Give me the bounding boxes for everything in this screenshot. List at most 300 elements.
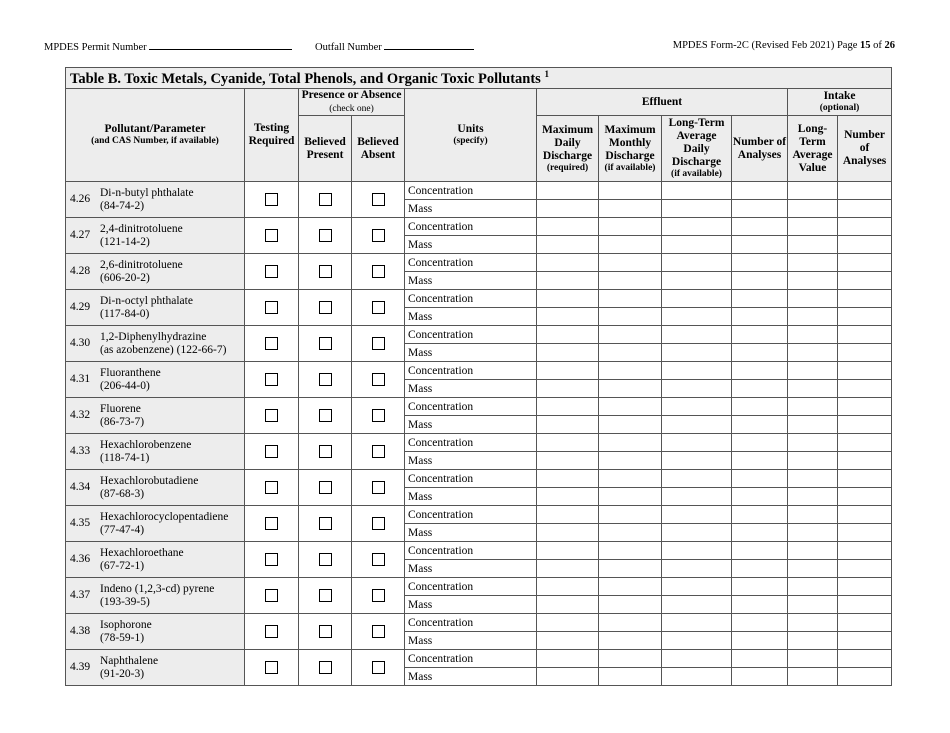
pollutant-cell (66, 470, 245, 506)
testing-required-checkbox-cell (245, 362, 299, 398)
testing-required-checkbox[interactable] (265, 445, 278, 458)
pollutant-cas: (86-73-7) (100, 415, 145, 428)
max-monthly-concentration-input[interactable] (599, 650, 662, 668)
intake-number-of-analyses-concentration-input[interactable] (838, 650, 892, 668)
intake-long-term-mass-input[interactable] (788, 596, 838, 614)
testing-required-checkbox[interactable] (265, 373, 278, 386)
testing-required-checkbox[interactable] (265, 409, 278, 422)
believed-present-checkbox[interactable] (319, 553, 332, 566)
intake-number-of-analyses-concentration-input[interactable] (838, 326, 892, 344)
believed-present-checkbox[interactable] (319, 589, 332, 602)
intake-long-term-concentration-input[interactable] (788, 506, 838, 524)
believed-present-checkbox[interactable] (319, 661, 332, 674)
believed-present-checkbox[interactable] (319, 193, 332, 206)
pollutant-name: 1,2-Diphenylhydrazine (100, 330, 207, 343)
page-of: of (873, 40, 882, 51)
believed-absent-checkbox[interactable] (372, 553, 385, 566)
number-of-analyses-concentration-input[interactable] (732, 218, 788, 236)
max-daily-concentration-input[interactable] (537, 434, 599, 452)
max-monthly-concentration-input[interactable] (599, 398, 662, 416)
intake-number-of-analyses-concentration-input[interactable] (838, 434, 892, 452)
max-daily-mass-input[interactable] (537, 668, 599, 686)
testing-required-checkbox[interactable] (265, 229, 278, 242)
believed-present-checkbox-cell (299, 506, 352, 542)
believed-present-checkbox[interactable] (319, 301, 332, 314)
max-daily-concentration-input[interactable] (537, 398, 599, 416)
testing-required-checkbox[interactable] (265, 193, 278, 206)
long-term-average-mass-input[interactable] (662, 236, 732, 254)
max-monthly-mass-input[interactable] (599, 488, 662, 506)
intake-number-of-analyses-concentration-input[interactable] (838, 470, 892, 488)
believed-absent-checkbox[interactable] (372, 409, 385, 422)
col-long-term-average: Long-Term Average Daily Discharge (if available) (662, 116, 732, 182)
intake-number-of-analyses-mass-input[interactable] (838, 560, 892, 578)
units-mass: Mass (405, 236, 537, 254)
units-concentration: Concentration (405, 182, 537, 200)
pollutant-name: Hexachloroethane (100, 546, 184, 559)
testing-required-checkbox[interactable] (265, 553, 278, 566)
max-daily-concentration-input[interactable] (537, 542, 599, 560)
believed-absent-checkbox-cell (352, 614, 405, 650)
number-of-analyses-mass-input[interactable] (732, 668, 788, 686)
intake-long-term-concentration-input[interactable] (788, 398, 838, 416)
number-of-analyses-mass-input[interactable] (732, 308, 788, 326)
units-mass: Mass (405, 524, 537, 542)
intake-number-of-analyses-mass-input[interactable] (838, 236, 892, 254)
number-of-analyses-concentration-input[interactable] (732, 434, 788, 452)
number-of-analyses-mass-input[interactable] (732, 200, 788, 218)
col-believed-present: Believed Present (299, 116, 352, 182)
permit-number-label: MPDES Permit Number (44, 42, 147, 53)
testing-required-checkbox-cell (245, 506, 299, 542)
number-of-analyses-mass-input[interactable] (732, 596, 788, 614)
long-term-average-concentration-input[interactable] (662, 290, 732, 308)
max-daily-concentration-input[interactable] (537, 470, 599, 488)
table-row (66, 218, 892, 236)
max-daily-mass-input[interactable] (537, 200, 599, 218)
page-header (44, 40, 895, 56)
long-term-average-mass-input[interactable] (662, 344, 732, 362)
pollutant-number: 4.39 (70, 661, 91, 673)
believed-absent-checkbox-cell (352, 218, 405, 254)
max-daily-concentration-input[interactable] (537, 182, 599, 200)
intake-number-of-analyses-mass-input[interactable] (838, 668, 892, 686)
believed-absent-checkbox-cell (352, 470, 405, 506)
max-daily-concentration-input[interactable] (537, 506, 599, 524)
col-number-of-analyses: Number of Analyses (732, 116, 788, 182)
believed-present-checkbox-cell (299, 290, 352, 326)
believed-absent-checkbox[interactable] (372, 445, 385, 458)
long-term-average-concentration-input[interactable] (662, 398, 732, 416)
max-daily-mass-input[interactable] (537, 488, 599, 506)
units-concentration: Concentration (405, 326, 537, 344)
intake-long-term-concentration-input[interactable] (788, 578, 838, 596)
believed-present-checkbox[interactable] (319, 229, 332, 242)
intake-number-of-analyses-mass-input[interactable] (838, 632, 892, 650)
table-row (66, 362, 892, 380)
max-daily-mass-input[interactable] (537, 308, 599, 326)
col-max-daily: Maximum Daily Discharge (required) (537, 116, 599, 182)
max-monthly-mass-input[interactable] (599, 524, 662, 542)
intake-long-term-mass-input[interactable] (788, 236, 838, 254)
intake-number-of-analyses-mass-input[interactable] (838, 524, 892, 542)
pollutant-cell (66, 398, 245, 434)
number-of-analyses-mass-input[interactable] (732, 560, 788, 578)
long-term-average-mass-input[interactable] (662, 308, 732, 326)
units-mass: Mass (405, 308, 537, 326)
believed-absent-checkbox[interactable] (372, 661, 385, 674)
intake-long-term-mass-input[interactable] (788, 452, 838, 470)
long-term-average-mass-input[interactable] (662, 416, 732, 434)
col-intake-long-term: Long-Term Average Value (788, 116, 838, 182)
believed-absent-checkbox[interactable] (372, 193, 385, 206)
max-monthly-mass-input[interactable] (599, 236, 662, 254)
number-of-analyses-concentration-input[interactable] (732, 254, 788, 272)
intake-long-term-mass-input[interactable] (788, 200, 838, 218)
max-monthly-concentration-input[interactable] (599, 470, 662, 488)
believed-present-checkbox-cell (299, 542, 352, 578)
max-monthly-mass-input[interactable] (599, 272, 662, 290)
intake-number-of-analyses-mass-input[interactable] (838, 596, 892, 614)
max-monthly-mass-input[interactable] (599, 200, 662, 218)
long-term-average-mass-input[interactable] (662, 272, 732, 290)
max-monthly-mass-input[interactable] (599, 596, 662, 614)
believed-absent-checkbox[interactable] (372, 301, 385, 314)
max-monthly-concentration-input[interactable] (599, 362, 662, 380)
max-daily-concentration-input[interactable] (537, 290, 599, 308)
intake-long-term-mass-input[interactable] (788, 308, 838, 326)
intake-long-term-concentration-input[interactable] (788, 182, 838, 200)
believed-present-checkbox[interactable] (319, 445, 332, 458)
believed-present-checkbox-cell (299, 326, 352, 362)
testing-required-checkbox-cell (245, 470, 299, 506)
testing-required-checkbox[interactable] (265, 481, 278, 494)
number-of-analyses-mass-input[interactable] (732, 272, 788, 290)
testing-required-checkbox[interactable] (265, 337, 278, 350)
believed-absent-checkbox-cell (352, 290, 405, 326)
number-of-analyses-concentration-input[interactable] (732, 542, 788, 560)
number-of-analyses-concentration-input[interactable] (732, 506, 788, 524)
testing-required-checkbox[interactable] (265, 265, 278, 278)
intake-number-of-analyses-concentration-input[interactable] (838, 614, 892, 632)
intake-long-term-concentration-input[interactable] (788, 326, 838, 344)
number-of-analyses-mass-input[interactable] (732, 236, 788, 254)
max-monthly-mass-input[interactable] (599, 668, 662, 686)
number-of-analyses-mass-input[interactable] (732, 488, 788, 506)
intake-long-term-concentration-input[interactable] (788, 470, 838, 488)
max-monthly-mass-input[interactable] (599, 344, 662, 362)
max-daily-concentration-input[interactable] (537, 326, 599, 344)
max-daily-mass-input[interactable] (537, 272, 599, 290)
units-concentration: Concentration (405, 506, 537, 524)
believed-absent-checkbox[interactable] (372, 517, 385, 530)
intake-number-of-analyses-mass-input[interactable] (838, 344, 892, 362)
intake-long-term-mass-input[interactable] (788, 632, 838, 650)
intake-long-term-mass-input[interactable] (788, 272, 838, 290)
pollutant-name: Naphthalene (100, 654, 159, 667)
max-monthly-concentration-input[interactable] (599, 578, 662, 596)
long-term-average-concentration-input[interactable] (662, 218, 732, 236)
permit-number-field[interactable] (44, 40, 292, 53)
outfall-number-label: Outfall Number (315, 42, 382, 53)
table-row (66, 254, 892, 272)
max-daily-concentration-input[interactable] (537, 362, 599, 380)
max-daily-mass-input[interactable] (537, 344, 599, 362)
number-of-analyses-concentration-input[interactable] (732, 326, 788, 344)
max-daily-mass-input[interactable] (537, 380, 599, 398)
intake-number-of-analyses-mass-input[interactable] (838, 200, 892, 218)
intake-number-of-analyses-concentration-input[interactable] (838, 362, 892, 380)
units-concentration: Concentration (405, 578, 537, 596)
long-term-average-concentration-input[interactable] (662, 614, 732, 632)
believed-present-checkbox[interactable] (319, 373, 332, 386)
units-mass: Mass (405, 596, 537, 614)
long-term-average-mass-input[interactable] (662, 488, 732, 506)
max-monthly-concentration-input[interactable] (599, 614, 662, 632)
col-believed-absent: Believed Absent (352, 116, 405, 182)
intake-number-of-analyses-concentration-input[interactable] (838, 218, 892, 236)
intake-long-term-concentration-input[interactable] (788, 254, 838, 272)
pollutant-cas: (67-72-1) (100, 559, 145, 572)
believed-absent-checkbox-cell (352, 578, 405, 614)
believed-present-checkbox[interactable] (319, 265, 332, 278)
units-concentration: Concentration (405, 614, 537, 632)
testing-required-checkbox[interactable] (265, 301, 278, 314)
intake-long-term-mass-input[interactable] (788, 380, 838, 398)
long-term-average-concentration-input[interactable] (662, 362, 732, 380)
number-of-analyses-concentration-input[interactable] (732, 398, 788, 416)
permit-number-blank[interactable] (149, 40, 292, 50)
believed-present-checkbox-cell (299, 578, 352, 614)
max-monthly-mass-input[interactable] (599, 560, 662, 578)
max-monthly-mass-input[interactable] (599, 452, 662, 470)
max-monthly-concentration-input[interactable] (599, 182, 662, 200)
long-term-average-concentration-input[interactable] (662, 470, 732, 488)
number-of-analyses-concentration-input[interactable] (732, 650, 788, 668)
intake-number-of-analyses-concentration-input[interactable] (838, 578, 892, 596)
long-term-average-concentration-input[interactable] (662, 650, 732, 668)
long-term-average-mass-input[interactable] (662, 560, 732, 578)
intake-long-term-concentration-input[interactable] (788, 218, 838, 236)
max-monthly-mass-input[interactable] (599, 416, 662, 434)
table-row (66, 470, 892, 488)
believed-present-checkbox[interactable] (319, 337, 332, 350)
intake-long-term-mass-input[interactable] (788, 524, 838, 542)
long-term-average-mass-input[interactable] (662, 524, 732, 542)
max-daily-mass-input[interactable] (537, 236, 599, 254)
intake-number-of-analyses-concentration-input[interactable] (838, 506, 892, 524)
outfall-number-blank[interactable] (384, 40, 474, 50)
intake-number-of-analyses-mass-input[interactable] (838, 308, 892, 326)
number-of-analyses-concentration-input[interactable] (732, 578, 788, 596)
max-daily-mass-input[interactable] (537, 524, 599, 542)
long-term-average-concentration-input[interactable] (662, 578, 732, 596)
pollutant-cell (66, 434, 245, 470)
pollutant-name: Di-n-butyl phthalate (100, 186, 194, 199)
pollutant-name: Isophorone (100, 618, 152, 631)
pollutant-cas: (206-44-0) (100, 379, 150, 392)
pollutant-number: 4.33 (70, 445, 91, 457)
pollutant-number: 4.29 (70, 301, 91, 313)
intake-long-term-concentration-input[interactable] (788, 542, 838, 560)
number-of-analyses-mass-input[interactable] (732, 452, 788, 470)
max-daily-concentration-input[interactable] (537, 218, 599, 236)
max-monthly-mass-input[interactable] (599, 632, 662, 650)
intake-long-term-concentration-input[interactable] (788, 650, 838, 668)
long-term-average-mass-input[interactable] (662, 632, 732, 650)
pollutant-cas: (as azobenzene) (122-66-7) (100, 343, 227, 356)
intake-long-term-concentration-input[interactable] (788, 434, 838, 452)
intake-number-of-analyses-concentration-input[interactable] (838, 398, 892, 416)
pollutant-cas: (117-84-0) (100, 307, 150, 320)
testing-required-checkbox[interactable] (265, 625, 278, 638)
long-term-average-concentration-input[interactable] (662, 434, 732, 452)
max-daily-mass-input[interactable] (537, 416, 599, 434)
believed-absent-checkbox-cell (352, 398, 405, 434)
testing-required-checkbox[interactable] (265, 661, 278, 674)
intake-number-of-analyses-mass-input[interactable] (838, 416, 892, 434)
believed-absent-checkbox-cell (352, 254, 405, 290)
long-term-average-concentration-input[interactable] (662, 542, 732, 560)
intake-long-term-mass-input[interactable] (788, 560, 838, 578)
units-mass: Mass (405, 344, 537, 362)
pollutant-cas: (91-20-3) (100, 667, 145, 680)
number-of-analyses-concentration-input[interactable] (732, 614, 788, 632)
form-page-info (673, 40, 895, 51)
intake-long-term-concentration-input[interactable] (788, 614, 838, 632)
max-monthly-mass-input[interactable] (599, 308, 662, 326)
long-term-average-mass-input[interactable] (662, 452, 732, 470)
units-mass: Mass (405, 272, 537, 290)
intake-number-of-analyses-concentration-input[interactable] (838, 182, 892, 200)
number-of-analyses-concentration-input[interactable] (732, 470, 788, 488)
units-mass: Mass (405, 560, 537, 578)
believed-absent-checkbox-cell (352, 182, 405, 218)
believed-present-checkbox[interactable] (319, 481, 332, 494)
testing-required-checkbox[interactable] (265, 517, 278, 530)
intake-number-of-analyses-mass-input[interactable] (838, 380, 892, 398)
max-daily-concentration-input[interactable] (537, 650, 599, 668)
col-testing-required: Testing Required (245, 89, 299, 182)
max-daily-mass-input[interactable] (537, 596, 599, 614)
long-term-average-mass-input[interactable] (662, 200, 732, 218)
max-monthly-concentration-input[interactable] (599, 254, 662, 272)
max-daily-mass-input[interactable] (537, 632, 599, 650)
max-monthly-concentration-input[interactable] (599, 506, 662, 524)
testing-required-checkbox[interactable] (265, 589, 278, 602)
max-monthly-mass-input[interactable] (599, 380, 662, 398)
testing-required-checkbox-cell (245, 290, 299, 326)
max-monthly-concentration-input[interactable] (599, 434, 662, 452)
units-concentration: Concentration (405, 434, 537, 452)
intake-number-of-analyses-concentration-input[interactable] (838, 254, 892, 272)
pollutant-cell (66, 614, 245, 650)
believed-absent-checkbox[interactable] (372, 481, 385, 494)
units-concentration: Concentration (405, 362, 537, 380)
number-of-analyses-mass-input[interactable] (732, 344, 788, 362)
intake-long-term-concentration-input[interactable] (788, 362, 838, 380)
believed-present-checkbox-cell (299, 182, 352, 218)
number-of-analyses-concentration-input[interactable] (732, 182, 788, 200)
max-daily-mass-input[interactable] (537, 560, 599, 578)
max-daily-concentration-input[interactable] (537, 254, 599, 272)
max-monthly-concentration-input[interactable] (599, 290, 662, 308)
intake-long-term-mass-input[interactable] (788, 668, 838, 686)
intake-number-of-analyses-concentration-input[interactable] (838, 542, 892, 560)
believed-present-checkbox[interactable] (319, 409, 332, 422)
intake-long-term-mass-input[interactable] (788, 344, 838, 362)
pollutant-cell (66, 182, 245, 218)
pollutant-number: 4.36 (70, 553, 91, 565)
pollutant-cas: (87-68-3) (100, 487, 145, 500)
believed-absent-checkbox[interactable] (372, 373, 385, 386)
believed-absent-checkbox[interactable] (372, 229, 385, 242)
testing-required-checkbox-cell (245, 542, 299, 578)
long-term-average-concentration-input[interactable] (662, 254, 732, 272)
believed-present-checkbox[interactable] (319, 625, 332, 638)
number-of-analyses-concentration-input[interactable] (732, 290, 788, 308)
intake-number-of-analyses-mass-input[interactable] (838, 452, 892, 470)
long-term-average-concentration-input[interactable] (662, 506, 732, 524)
pollutant-number: 4.27 (70, 229, 91, 241)
number-of-analyses-mass-input[interactable] (732, 524, 788, 542)
number-of-analyses-mass-input[interactable] (732, 416, 788, 434)
believed-absent-checkbox[interactable] (372, 337, 385, 350)
number-of-analyses-mass-input[interactable] (732, 380, 788, 398)
believed-absent-checkbox[interactable] (372, 589, 385, 602)
intake-long-term-concentration-input[interactable] (788, 290, 838, 308)
max-daily-concentration-input[interactable] (537, 578, 599, 596)
pollutant-cas: (84-74-2) (100, 199, 145, 212)
pollutant-cell (66, 290, 245, 326)
long-term-average-mass-input[interactable] (662, 668, 732, 686)
pollutant-number: 4.35 (70, 517, 91, 529)
long-term-average-concentration-input[interactable] (662, 326, 732, 344)
pollutant-number: 4.28 (70, 265, 91, 277)
intake-long-term-mass-input[interactable] (788, 488, 838, 506)
max-monthly-concentration-input[interactable] (599, 218, 662, 236)
believed-absent-checkbox[interactable] (372, 625, 385, 638)
units-mass: Mass (405, 200, 537, 218)
col-intake: Intake (optional) (788, 89, 892, 116)
believed-absent-checkbox[interactable] (372, 265, 385, 278)
long-term-average-concentration-input[interactable] (662, 182, 732, 200)
max-monthly-concentration-input[interactable] (599, 542, 662, 560)
pollutant-cas: (193-39-5) (100, 595, 150, 608)
long-term-average-mass-input[interactable] (662, 380, 732, 398)
max-monthly-concentration-input[interactable] (599, 326, 662, 344)
pollutant-cas: (77-47-4) (100, 523, 145, 536)
believed-absent-checkbox-cell (352, 542, 405, 578)
long-term-average-mass-input[interactable] (662, 596, 732, 614)
pollutant-cell (66, 362, 245, 398)
max-daily-mass-input[interactable] (537, 452, 599, 470)
table-row (66, 542, 892, 560)
units-mass: Mass (405, 380, 537, 398)
number-of-analyses-mass-input[interactable] (732, 632, 788, 650)
believed-present-checkbox[interactable] (319, 517, 332, 530)
max-daily-concentration-input[interactable] (537, 614, 599, 632)
number-of-analyses-concentration-input[interactable] (732, 362, 788, 380)
believed-present-checkbox-cell (299, 218, 352, 254)
intake-number-of-analyses-mass-input[interactable] (838, 488, 892, 506)
pollutant-cas: (606-20-2) (100, 271, 150, 284)
outfall-number-field[interactable] (315, 40, 474, 53)
testing-required-checkbox-cell (245, 326, 299, 362)
intake-long-term-mass-input[interactable] (788, 416, 838, 434)
intake-number-of-analyses-mass-input[interactable] (838, 272, 892, 290)
intake-number-of-analyses-concentration-input[interactable] (838, 290, 892, 308)
